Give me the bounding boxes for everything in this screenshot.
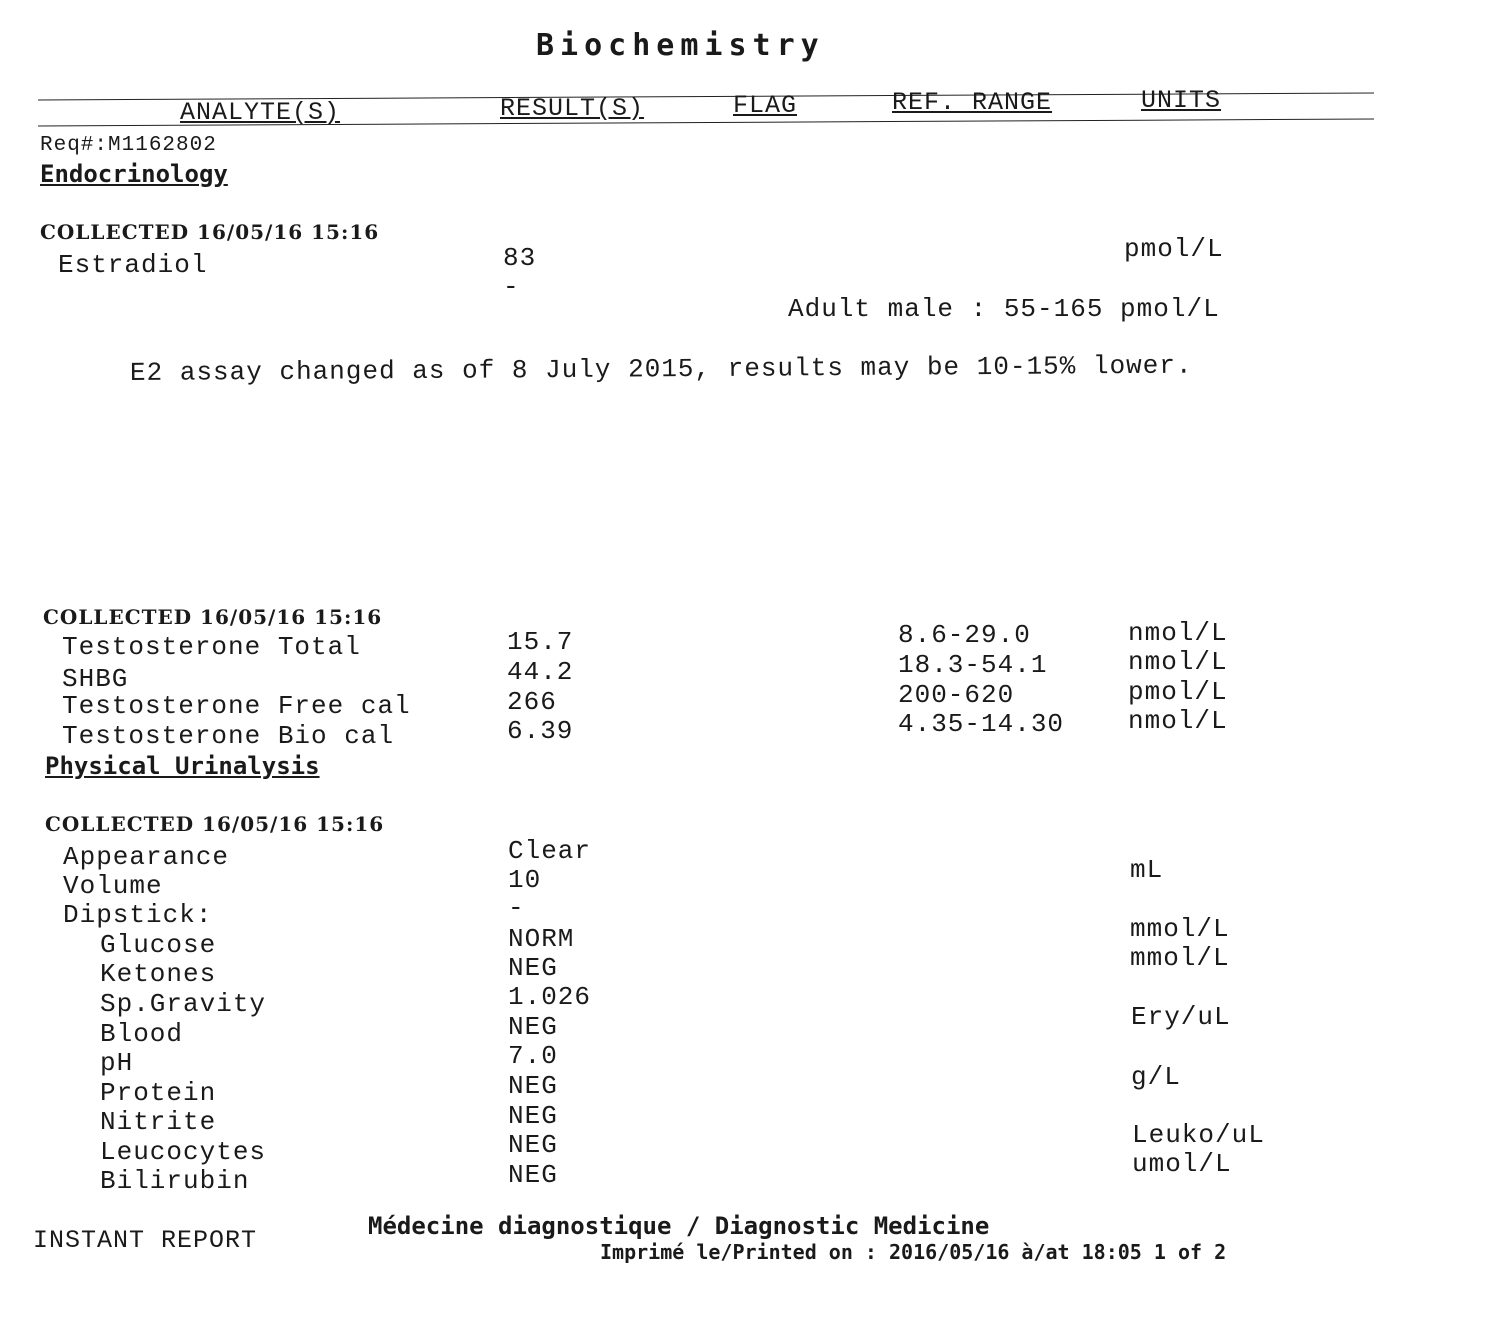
range-testosterone-bio: 4.35-14.30 [898, 709, 1065, 739]
result-estradiol-dash: - [503, 272, 520, 302]
analyte-leucocytes: Leucocytes [100, 1137, 267, 1167]
units-protein: g/L [1131, 1062, 1181, 1092]
analyte-glucose: Glucose [100, 930, 217, 960]
analyte-nitrite: Nitrite [100, 1107, 217, 1137]
result-ph: 7.0 [508, 1041, 558, 1071]
analyte-shbg: SHBG [62, 664, 129, 694]
units-leucocytes: Leuko/uL [1132, 1120, 1265, 1150]
section-endocrinology: Endocrinology [40, 160, 228, 188]
analyte-ph: pH [100, 1048, 134, 1078]
result-protein: NEG [508, 1071, 558, 1101]
analyte-testosterone-free: Testosterone Free cal [62, 691, 411, 721]
result-estradiol: 83 [503, 243, 537, 273]
result-blood: NEG [508, 1012, 558, 1042]
units-shbg: nmol/L [1128, 647, 1228, 677]
analyte-testosterone-bio: Testosterone Bio cal [62, 721, 395, 751]
analyte-volume: Volume [63, 871, 163, 901]
range-testosterone-total: 8.6-29.0 [898, 620, 1031, 650]
collected-endocrinology-1: COLLECTED 16/05/16 15:16 [40, 220, 380, 244]
range-shbg: 18.3-54.1 [898, 650, 1048, 680]
analyte-ketones: Ketones [100, 959, 217, 989]
analyte-sp-gravity: Sp.Gravity [100, 989, 267, 1019]
analyte-estradiol: Estradiol [58, 250, 208, 280]
analyte-testosterone-total: Testosterone Total [62, 632, 361, 662]
col-flag: FLAG [733, 91, 798, 120]
collected-endocrinology-2: COLLECTED 16/05/16 15:16 [43, 605, 383, 629]
printed-on: Imprimé le/Printed on : 2016/05/16 à/at 18:05 1 of 2 [600, 1240, 1227, 1264]
analyte-dipstick: Dipstick: [63, 900, 213, 930]
result-sp-gravity: 1.026 [508, 982, 592, 1012]
range-testosterone-free: 200-620 [898, 680, 1015, 710]
units-glucose: mmol/L [1130, 914, 1230, 944]
result-appearance: Clear [508, 836, 592, 866]
result-ketones: NEG [508, 953, 558, 983]
result-leucocytes: NEG [508, 1130, 558, 1160]
instant-report-label: INSTANT REPORT [33, 1226, 258, 1255]
section-physical-urinalysis: Physical Urinalysis [45, 752, 320, 780]
result-volume: 10 [508, 865, 542, 895]
request-number: Req#:M1162802 [40, 134, 217, 157]
department-name: Médecine diagnostique / Diagnostic Medicine [368, 1212, 990, 1240]
result-testosterone-free: 266 [507, 687, 557, 717]
analyte-blood: Blood [100, 1019, 184, 1049]
result-testosterone-bio: 6.39 [507, 716, 574, 746]
analyte-protein: Protein [100, 1078, 217, 1108]
assay-note: E2 assay changed as of 8 July 2015, results may be 10-15% lower. [129, 350, 1193, 388]
units-bilirubin: umol/L [1132, 1149, 1232, 1179]
result-glucose: NORM [508, 924, 575, 954]
units-testosterone-bio: nmol/L [1128, 706, 1228, 736]
units-testosterone-total: nmol/L [1128, 618, 1228, 648]
report-title: Biochemistry [536, 28, 825, 63]
units-estradiol: pmol/L [1124, 234, 1224, 264]
col-analyte: ANALYTE(S) [180, 98, 341, 127]
units-testosterone-free: pmol/L [1128, 677, 1228, 707]
result-dipstick: - [508, 893, 525, 923]
analyte-appearance: Appearance [63, 842, 230, 872]
result-bilirubin: NEG [508, 1160, 558, 1190]
units-volume: mL [1130, 855, 1164, 885]
result-shbg: 44.2 [507, 657, 574, 687]
col-result: RESULT(S) [500, 94, 645, 123]
collected-urinalysis: COLLECTED 16/05/16 15:16 [45, 812, 385, 836]
ref-note-estradiol: Adult male : 55-165 pmol/L [788, 294, 1220, 324]
units-blood: Ery/uL [1131, 1002, 1231, 1032]
result-nitrite: NEG [508, 1101, 558, 1131]
analyte-bilirubin: Bilirubin [100, 1166, 250, 1196]
col-units: UNITS [1141, 86, 1222, 115]
col-ref-range: REF. RANGE [892, 88, 1053, 117]
units-ketones: mmol/L [1130, 943, 1230, 973]
result-testosterone-total: 15.7 [507, 627, 574, 657]
